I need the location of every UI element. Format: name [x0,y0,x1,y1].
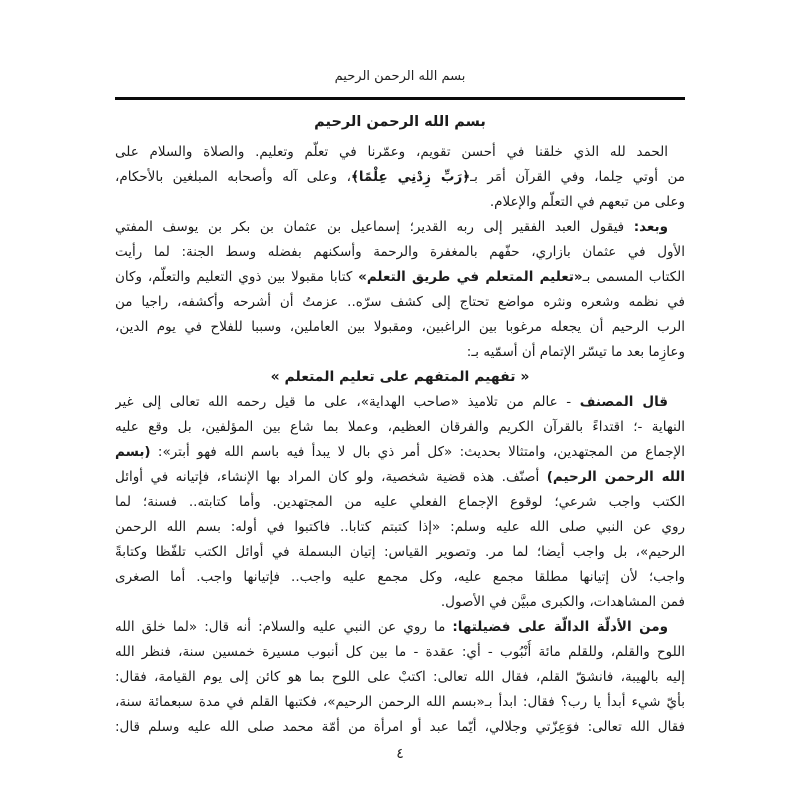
text-line: الرب الرحيم أن يجعله مرغوبا بين الراغبين، ومقبولا بين العاملين، وسببا للفلاح في يوم الدين، [115,319,685,335]
text-line: فقال الله تعالى: فوَعِزّتي وجلالي، أيّما عبد أو امرأة من أمّة محمد صلى الله عليه وسلم قال: [115,719,685,735]
book-page [115,0,685,740]
page-number: ٤ [396,746,404,762]
basmala-heading: بسم الله الرحمن الرحيم [314,114,486,130]
text-line: النهاية -؛ اقتداءً بالقرآن الكريم والفرقان العظيم، وعملا بما شاع بين المؤلفين، بل وقع عليه [115,419,685,435]
text-line: الحمد لله الذي خلقنا في أحسن تقويم، وعمّرنا في تعلّم وتعليم. والصلاة والسلام على [115,144,668,160]
text-line: الأول في عثمان بازاري، حفّهم بالمغفرة والرحمة وأسكنهم بفضله وسط الجنة: لما رأيت [115,244,685,260]
text-line: اللوح والقلم، وللقلم مائة أُنْبُوب - أي: عقدة - ما بين كل أنبوب مسيرة خمسين سنة، فنظر الله [115,644,685,660]
text-line: وعازِما بعد ما تيسّر الإتمام أن أسمّيه بـ: [466,344,685,360]
text-line: قال المصنف - عالم من تلاميذ «صاحب الهداية»، على ما قيل رحمه الله تعالى إلى غير [115,394,668,410]
text-line: الكتب واجب شرعي؛ لوقوع الإجماع الفعلي عليه من المجتهدين. وأما كتابته.. فسنة؛ لما [115,494,685,510]
header-divider [115,97,685,100]
text-line: الرحيم»، بل واجب أيضا؛ لما مر. وتصوير القياس: إتيان البسملة في أوائل الكتب تلفّظا وكتابةً [115,544,685,560]
text-line: إليه بالهيبة، فانشقّ القلم، فقال الله تعالى: اكتبْ على اللوح بما هو كائن إلى يوم القيامة، فقال: [115,669,685,685]
text-line: وعلى من تبعهم في التعلّم والإعلام. [489,194,685,210]
text-line: وبعد: فيقول العبد الفقير إلى ربه القدير؛ إسماعيل بن عثمان بن بكر بن يوسف المفتي [115,219,668,235]
text-line: فمن المشاهدات، والكبرى مبيَّن في الأصول. [440,594,685,610]
text-line: روي عن النبي صلى الله عليه وسلم: «إذا كتبتم كتابا.. فاكتبوا في أوله: بسم الله الرحمن [115,519,685,535]
text-line: بأيّ شيء أبدأ يا رب؟ فقال: ابدأ بـ«بسم الله الرحمن الرحيم»، فكتبها القلم في مدة سبعمائة سنة، [115,694,685,710]
text-line: الإجماع من المجتهدين، وامتثالا بحديث: «كل أمر ذي بال لا يبدأ فيه باسم الله فهو أبتر»: (بسم [115,444,685,460]
text-line: ومن الأدلّة الدالّة على فضيلتها: ما روي عن النبي عليه والسلام: أنه قال: «لما خلق الله [115,619,668,635]
page-text [115,140,685,740]
header-basmala: بسم الله الرحمن الرحيم [334,69,466,84]
text-line: الله الرحمن الرحيم) أصنّف. هذه قضية شخصية، ولو كان المراد بها الإنشاء، فإتيانه في أوائل [115,469,685,485]
section-title-line: « تفهيم المتفهم على تعليم المتعلم » [270,369,530,385]
text-line: من أوتي حِلما، وفي القرآن أمَر بـ﴿رَبِّ زِدْنِي عِلْمًا﴾، وعلى آله وأصحابه المبلغين بالأحكام، [115,169,685,185]
text-line: واجب؛ لأن إتيانها مطلقا مجمع عليه، وكل مجمع عليه واجب.. فإتيانها واجب. أما الصغرى [115,569,685,585]
text-line: في نظمه وشعره ونثره مواضع تحتاج إلى كشف سرّه.. عزمتُ أن أشرحه وأكشفه، راجيا من [115,294,685,310]
text-line: الكتاب المسمى بـ«تعليم المتعلم في طريق التعلم» كتابا مقبولا بين ذوي التعليم والتعلّم، وكان [115,269,685,285]
